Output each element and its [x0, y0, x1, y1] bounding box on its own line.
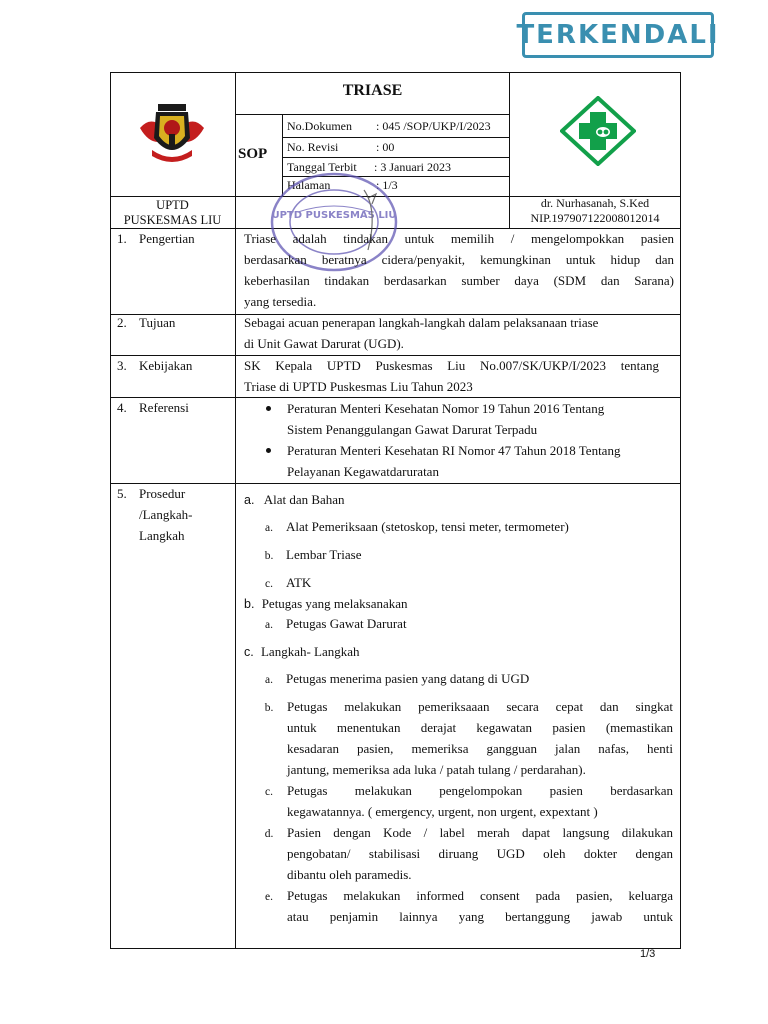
section-tujuan-text: [244, 312, 674, 354]
seal-text: UPTD PUSKESMAS LIU: [271, 210, 397, 221]
text-line: kesadaran pasien, memeriksa gangguan jalan nafas, henti: [287, 741, 673, 756]
section-pengertian-label: [117, 228, 195, 249]
text-line: Petugas melakukan pengelompokan pasien berdasarkan: [287, 783, 673, 798]
item-marker: d.: [264, 828, 274, 840]
text-line: untuk menentukan derajat kegawatan pasien (memastikan: [287, 720, 673, 735]
text-line: SK Kepala UPTD Puskesmas Liu No.007/SK/UKP/I/2023 tentang: [244, 358, 659, 373]
subsection-title: Langkah- Langkah: [260, 644, 360, 659]
date-label: Tanggal Terbit: [287, 160, 357, 174]
text-line: kegawatannya. ( emergency, urgent, non urgent, expextant ): [287, 804, 598, 819]
doc-no-label: No.Dokumen: [287, 119, 352, 133]
divider: [282, 137, 510, 138]
section-referensi-label: [117, 397, 189, 418]
text-line: Pelayanan Kegawatdaruratan: [287, 464, 439, 479]
item-marker: [258, 822, 280, 845]
section-title-cont: Langkah: [139, 528, 185, 543]
signer-name: dr. Nurhasanah, S.Ked: [540, 196, 650, 210]
text-line: dibantu oleh paramedis.: [287, 867, 412, 882]
date-value: : 3 Januari 2023: [374, 160, 451, 174]
signer-nip: NIP.197907122008012014: [530, 211, 660, 225]
page-label: Halaman: [287, 178, 331, 192]
section-number: 5.: [117, 486, 127, 501]
item-marker: e.: [265, 891, 273, 903]
terkendali-stamp: TERKENDALI: [522, 12, 714, 58]
signer-block: [510, 196, 680, 226]
item-text: Alat Pemeriksaan (stetoskop, tensi meter, termometer): [286, 519, 569, 534]
section-title: Tujuan: [139, 315, 176, 330]
text-line: Triase di UPTD Puskesmas Liu Tahun 2023: [244, 379, 473, 394]
text-line: Petugas melakukan informed consent pada pasien, keluarga: [287, 888, 673, 903]
item-marker: [258, 885, 280, 908]
section-number: 4.: [117, 400, 127, 415]
text-line: pengobatan/ stabilisasi diruang UGD oleh dokter dengan: [287, 846, 673, 861]
divider: [235, 114, 510, 115]
text-line: keberhasilan tindakan berdasarkan sumber daya (SDM dan Sarana): [244, 273, 674, 288]
divider: [235, 229, 236, 949]
text-line: Petugas melakukan pemeriksaaan secara cepat dan singkat: [287, 699, 673, 714]
item-text: ATK: [286, 575, 312, 590]
divider: [110, 483, 681, 484]
doc-no-value: : 045 /SOP/UKP/I/2023: [376, 119, 491, 133]
subsection-title: Alat dan Bahan: [263, 492, 345, 507]
subsection-alat-bahan: [244, 489, 345, 511]
unit-name: [110, 198, 235, 228]
revision-value: : 00: [376, 140, 395, 154]
subsection-title: Petugas yang melaksanakan: [261, 596, 408, 611]
text-line: jantung, memeriksa ada luka / patah tulang / perdarahan).: [287, 762, 586, 777]
subsection-marker: c.: [244, 645, 254, 659]
reference-item-1: [287, 398, 679, 440]
page-number: 1/3: [640, 948, 656, 960]
section-title-cont: /Langkah-: [139, 507, 193, 522]
item-marker: [258, 696, 280, 719]
text-line: Sebagai acuan penerapan langkah-langkah dalam pelaksanaan triase: [244, 315, 599, 330]
list-item: [258, 544, 361, 567]
item-text: Lembar Triase: [286, 547, 362, 562]
item-marker: a.: [265, 619, 273, 631]
text-line: yang tersedia.: [244, 294, 317, 309]
section-title: Referensi: [139, 400, 189, 415]
text-line: Peraturan Menteri Kesehatan Nomor 19 Tahun 2016 Tentang: [287, 401, 605, 416]
text-line: Peraturan Menteri Kesehatan RI Nomor 47 Tahun 2018 Tentang: [287, 443, 621, 458]
section-title: Pengertian: [139, 231, 195, 246]
section-title: Prosedur: [139, 486, 186, 501]
document-title: TRIASE: [342, 82, 403, 99]
text-line: Sistem Penanggulangan Gawat Darurat Terpadu: [287, 422, 538, 437]
list-item: [258, 613, 407, 636]
step-item: [287, 822, 673, 885]
text-line: atau penjamin lainnya yang bertanggung jawab untuk: [287, 909, 673, 924]
bullet-icon: [266, 406, 271, 411]
section-number: 2.: [117, 315, 127, 330]
unit-line-1: UPTD: [156, 198, 189, 212]
text-line: berdasarkan beratnya cidera/penyakit, kemungkinan untuk hidup dan: [244, 252, 674, 267]
subsection-petugas: [244, 593, 408, 615]
step-item: [287, 780, 673, 822]
section-number: 3.: [117, 358, 127, 373]
list-item: [258, 572, 311, 595]
section-number: 1.: [117, 231, 127, 246]
section-prosedur-label: [117, 483, 192, 546]
regional-emblem-icon: [136, 98, 208, 170]
text-line: Triase adalah tindakan untuk memilih / mengelompokkan pasien: [244, 231, 674, 246]
section-title: Kebijakan: [139, 358, 193, 373]
subsection-langkah: [244, 641, 360, 663]
item-marker: b.: [264, 550, 274, 562]
revision-label: No. Revisi: [287, 140, 339, 154]
item-text: Petugas menerima pasien yang datang di UGD: [286, 671, 530, 686]
item-marker: b.: [264, 702, 274, 714]
section-kebijakan-text: [244, 355, 659, 397]
reference-item-2: [287, 440, 679, 482]
health-cross-logo-icon: [560, 96, 636, 166]
text-line: di Unit Gawat Darurat (UGD).: [244, 336, 404, 351]
item-marker: a.: [265, 522, 273, 534]
subsection-marker: a.: [244, 493, 255, 507]
bullet-icon: [266, 448, 271, 453]
sop-label: SOP: [238, 146, 268, 162]
item-marker: [258, 780, 280, 803]
step-item: [287, 696, 673, 780]
divider: [282, 157, 510, 158]
section-pengertian-text: [244, 228, 674, 312]
page-value: : 1/3: [376, 178, 398, 192]
subsection-marker: b.: [244, 597, 255, 611]
section-tujuan-label: [117, 312, 175, 333]
section-kebijakan-label: [117, 355, 192, 376]
item-text: Petugas Gawat Darurat: [286, 616, 407, 631]
step-item: [287, 885, 673, 927]
item-marker: c.: [265, 578, 273, 590]
list-item: [258, 516, 569, 539]
item-marker: c.: [265, 786, 273, 798]
step-item: [258, 668, 529, 691]
unit-line-2: PUSKESMAS LIU: [123, 213, 222, 227]
text-line: Pasien dengan Kode / label merah dapat langsung dilakukan: [287, 825, 673, 840]
item-marker: a.: [265, 674, 273, 686]
